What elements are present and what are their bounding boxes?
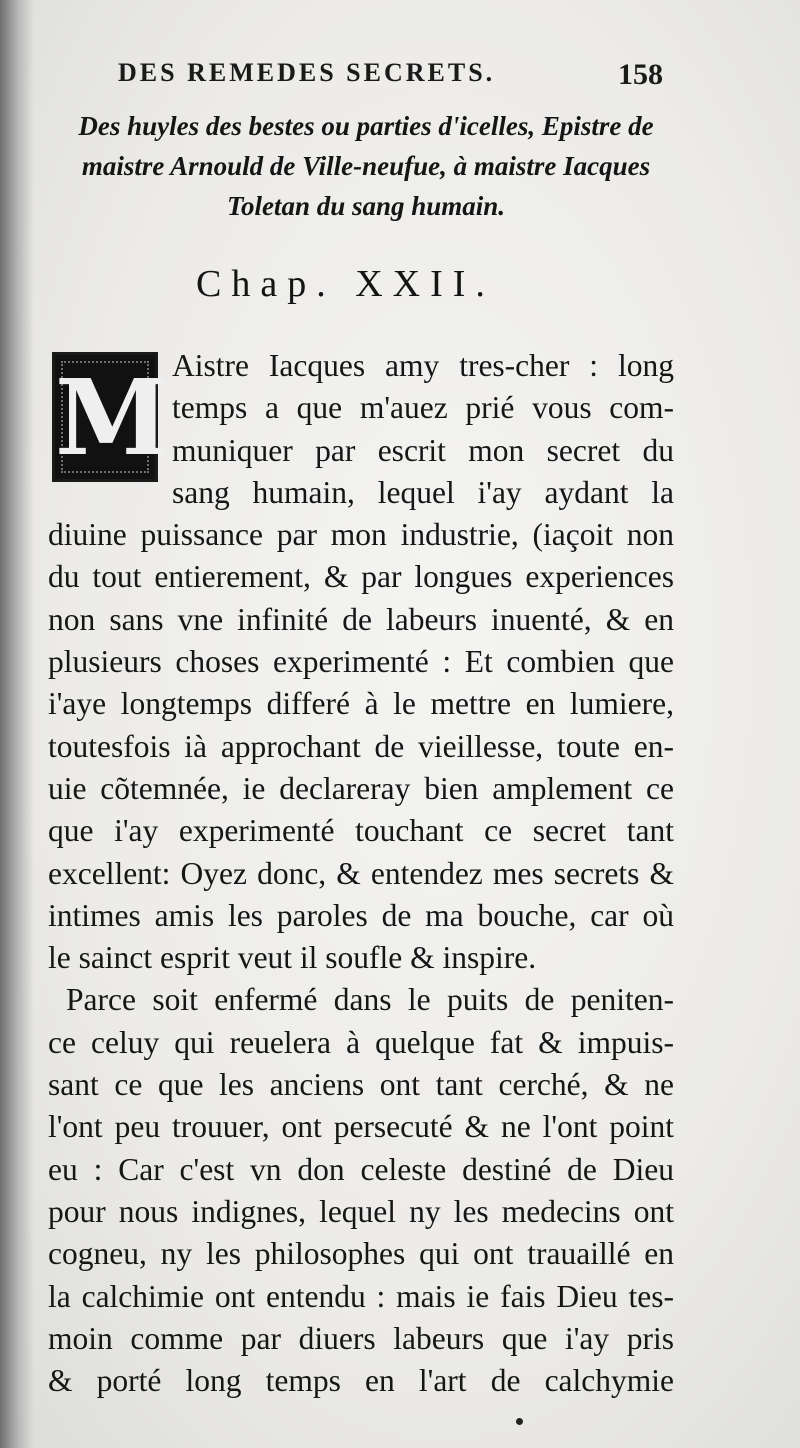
text-line: eu : Car c'est vn don celeste destiné de Dieu [48, 1151, 674, 1187]
text-line: le sainct esprit veut il soufle & inspire. [48, 940, 537, 976]
text-line: Parce soit enfermé dans le puits de peniten- [66, 982, 674, 1018]
page-number: 158 [618, 58, 663, 91]
text-line: sang humain, lequel i'ay aydant la [172, 474, 674, 510]
chapter-heading: Chap. XXII. [196, 263, 495, 305]
text-line: & porté long temps en l'art de calchymie [48, 1363, 674, 1399]
initial-letter: M [55, 356, 171, 479]
text-line: du tout entierement, & par longues experiences [48, 559, 674, 595]
text-line: pour nous indignes, lequel ny les medecins ont [48, 1193, 674, 1229]
text-line: diuine puissance par mon industrie, (iaçoit non [48, 517, 674, 553]
text-line: moin comme par diuers labeurs que i'ay pris [48, 1320, 674, 1356]
body-text [48, 345, 674, 1402]
gutter-shadow [0, 0, 34, 1448]
text-line: muniquer par escrit mon secret du [172, 432, 674, 468]
text-line: Aistre Iacques amy tres-cher : long [172, 348, 674, 383]
text-line: uie cõtemnée, ie declareray bien amplement ce [48, 770, 674, 806]
text-line: i'aye longtemps differé à le mettre en lumiere, [48, 686, 674, 722]
text-line: l'ont peu trouuer, ont persecuté & ne l'ont point [48, 1109, 674, 1145]
section-title: Des huyles des bestes ou parties d'icelles, Epistre de maistre Arnould de Ville-neufue, à maistre Iacques Toletan du sang humain. [78, 111, 654, 221]
text-line: temps a que m'auez prié vous com- [172, 390, 674, 426]
text-line: toutesfois ià approchant de vieillesse, toute en- [48, 728, 674, 764]
text-line: plusieurs choses experimenté : Et combien que [48, 644, 674, 680]
text-line: ce celuy qui reuelera à quelque fat & impuis- [48, 1024, 674, 1060]
running-head: DES REMEDES SECRETS. [118, 58, 496, 87]
text-line: excellent: Oyez donc, & entendez mes secrets & [48, 855, 674, 891]
text-line: la calchimie ont entendu : mais ie fais Dieu tes- [48, 1278, 674, 1314]
text-line: que i'ay experimenté touchant ce secret tant [48, 813, 674, 849]
text-line: sant ce que les anciens ont tant cerché, & ne [48, 1067, 674, 1103]
text-line: non sans vne infinité de labeurs inuenté, & en [48, 601, 674, 637]
ink-speck [516, 1418, 523, 1425]
text-line: cogneu, ny les philosophes qui ont trauaillé en [48, 1236, 674, 1272]
text-line: intimes amis les paroles de ma bouche, car où [48, 897, 674, 933]
